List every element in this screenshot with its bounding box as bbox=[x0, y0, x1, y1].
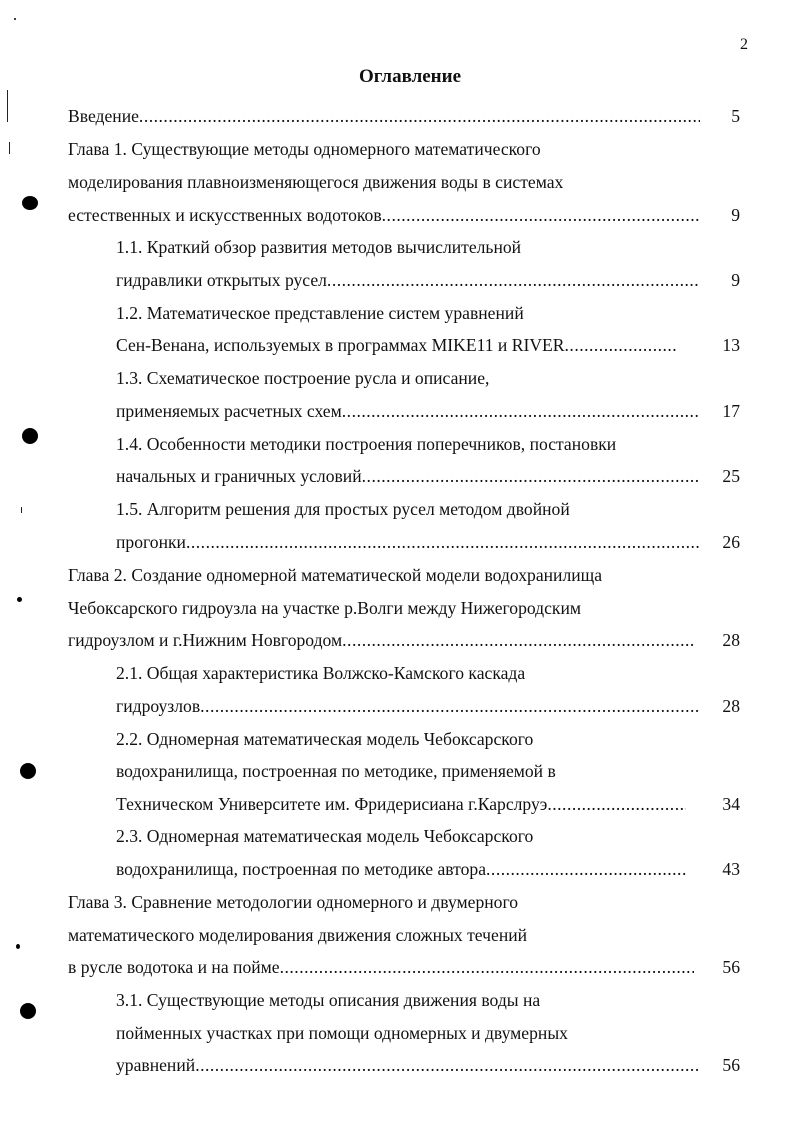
toc-page: 43 bbox=[722, 859, 740, 879]
toc-line bbox=[116, 725, 533, 753]
toc-text: пойменных участках при помощи одномерных и двумерных bbox=[116, 1023, 568, 1043]
toc-page: 5 bbox=[731, 106, 740, 126]
toc-text: естественных и искусственных водотоков bbox=[68, 205, 382, 225]
punch-hole bbox=[22, 428, 38, 444]
margin-line bbox=[7, 90, 8, 122]
toc-line bbox=[116, 331, 678, 359]
toc-line bbox=[116, 757, 556, 785]
toc-page: 9 bbox=[731, 270, 740, 290]
toc-line bbox=[116, 233, 521, 261]
toc-page: 17 bbox=[722, 401, 740, 421]
toc-text: гидроузлом и г.Нижним Новгородом bbox=[68, 630, 343, 650]
toc-line bbox=[116, 430, 616, 458]
toc-line bbox=[116, 1051, 700, 1079]
toc-line bbox=[116, 528, 700, 556]
toc-text: 2.3. Одномерная математическая модель Чебоксарского bbox=[116, 826, 534, 846]
toc-text: Глава 3. Сравнение методологии одномерного и двумерного bbox=[68, 892, 519, 912]
toc-page: 56 bbox=[722, 1055, 740, 1075]
toc-text: 1.1. Краткий обзор развития методов вычислительной bbox=[116, 237, 522, 257]
toc-line bbox=[116, 659, 525, 687]
toc-text: водохранилища, построенная по методике, применяемой в bbox=[116, 761, 556, 781]
toc-page: 28 bbox=[722, 696, 740, 716]
toc-text: 1.4. Особенности методики построения поперечников, постановки bbox=[116, 434, 617, 454]
toc-line bbox=[116, 822, 533, 850]
toc-line bbox=[68, 594, 581, 622]
toc-line bbox=[116, 462, 700, 490]
toc-page: 13 bbox=[722, 335, 740, 355]
toc-page: 9 bbox=[731, 205, 740, 225]
toc-text: прогонки bbox=[116, 532, 186, 552]
toc-line bbox=[68, 953, 694, 981]
toc-text: Сен-Венана, используемых в программах MIKE11 и RIVER bbox=[116, 335, 565, 355]
toc-line bbox=[116, 855, 686, 883]
toc-line bbox=[116, 299, 524, 327]
toc-text: применяемых расчетных схем bbox=[116, 401, 342, 421]
toc-line bbox=[116, 266, 700, 294]
toc-line bbox=[68, 921, 527, 949]
toc-text: гидроузлов bbox=[116, 696, 201, 716]
toc-line bbox=[116, 397, 700, 425]
toc-text: в русле водотока и на пойме bbox=[68, 957, 280, 977]
toc-line bbox=[68, 168, 563, 196]
punch-hole bbox=[20, 763, 36, 779]
toc-line bbox=[116, 790, 686, 818]
scan-speck bbox=[17, 597, 22, 602]
toc-line bbox=[116, 986, 540, 1014]
toc-text: Глава 2. Создание одномерной математической модели водохранилища bbox=[68, 565, 603, 585]
toc-line bbox=[68, 201, 700, 229]
toc-page: 25 bbox=[722, 466, 740, 486]
scan-speck bbox=[16, 944, 20, 949]
toc-text: уравнений bbox=[116, 1055, 196, 1075]
toc-text: Техническом Университете им. Фридерисиана г.Карслруэ bbox=[116, 794, 548, 814]
toc-line bbox=[116, 495, 570, 523]
toc-page: 34 bbox=[722, 794, 740, 814]
toc-text: 2.2. Одномерная математическая модель Чебоксарского bbox=[116, 729, 534, 749]
punch-hole bbox=[22, 196, 38, 210]
toc-text: 2.1. Общая характеристика Волжско-Камского каскада bbox=[116, 663, 526, 683]
toc-text: 1.2. Математическое представление систем уравнений bbox=[116, 303, 524, 323]
toc-text: 1.5. Алгоритм решения для простых русел методом двойной bbox=[116, 499, 570, 519]
toc-text: Введение bbox=[68, 106, 139, 126]
toc-page: 56 bbox=[722, 957, 740, 977]
toc-line bbox=[116, 1019, 568, 1047]
toc-line bbox=[116, 364, 489, 392]
margin-line bbox=[21, 507, 22, 513]
page-number: 2 bbox=[740, 36, 748, 53]
toc-text: Чебоксарского гидроузла на участке р.Волги между Нижегородским bbox=[68, 598, 582, 618]
toc-text: Глава 1. Существующие методы одномерного математического bbox=[68, 139, 541, 159]
toc-line bbox=[116, 692, 700, 720]
page-title: Оглавление bbox=[358, 66, 462, 87]
toc-text: 3.1. Существующие методы описания движения воды на bbox=[116, 990, 541, 1010]
toc-line bbox=[68, 888, 518, 916]
toc-text: начальных и граничных условий bbox=[116, 466, 362, 486]
toc-text: моделирования плавноизменяющегося движения воды в системах bbox=[68, 172, 564, 192]
scan-speck bbox=[14, 18, 16, 20]
toc-line bbox=[68, 626, 694, 654]
toc-page: 28 bbox=[722, 630, 740, 650]
toc-text: математического моделирования движения сложных течений bbox=[68, 925, 528, 945]
toc-text: 1.3. Схематическое построение русла и описание, bbox=[116, 368, 490, 388]
punch-hole bbox=[20, 1003, 36, 1019]
toc-text: водохранилища, построенная по методике автора bbox=[116, 859, 487, 879]
margin-line bbox=[9, 142, 10, 154]
toc-page: 26 bbox=[722, 532, 740, 552]
toc-line bbox=[68, 561, 602, 589]
toc-line bbox=[68, 135, 541, 163]
toc-line bbox=[68, 102, 700, 130]
toc-text: гидравлики открытых русел bbox=[116, 270, 327, 290]
